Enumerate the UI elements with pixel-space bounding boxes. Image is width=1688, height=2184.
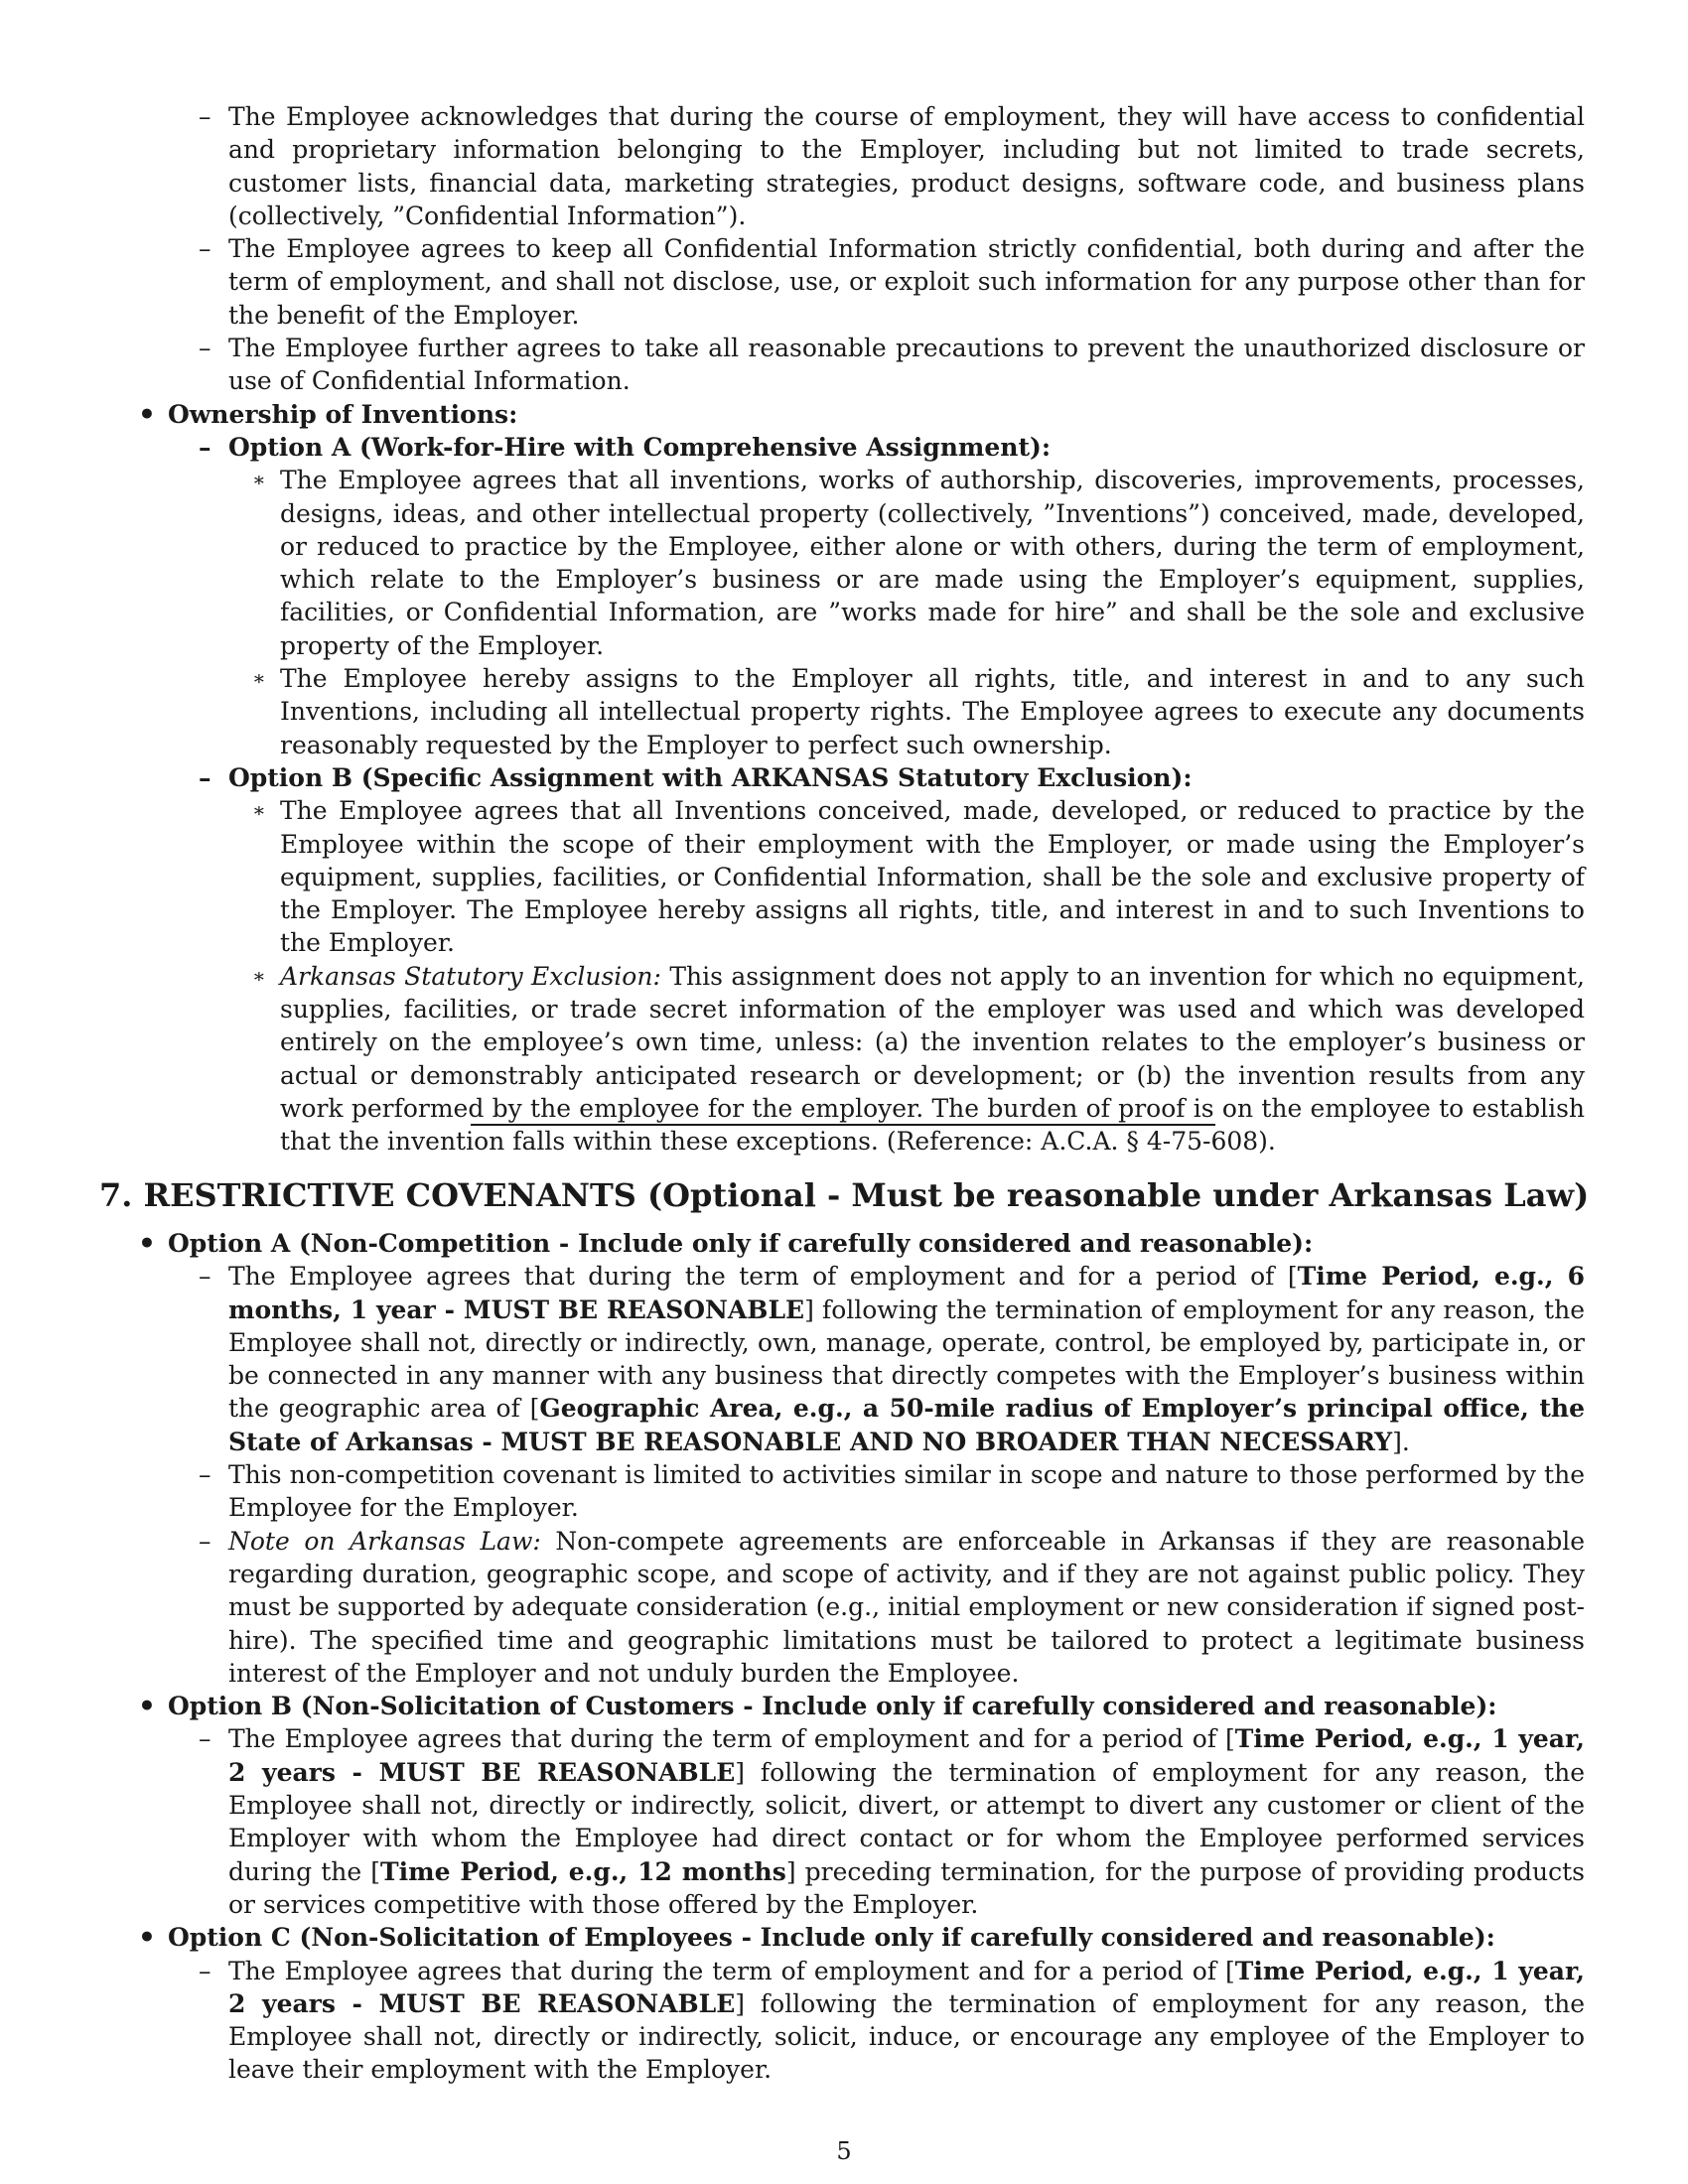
item-text: The Employee hereby assigns to the Employer all rights, title, and interest in and to any such Inventions, including all intellectual property rights. The Employee agrees to execute any documents reasonably requested by the Employer to perfect such ownership. bbox=[280, 664, 1585, 759]
item-text: The Employee agrees to keep all Confidential Information strictly confidential, both during and after the term of employment, and shall not disclose, use, or exploit such information for any purpose other than for the benefit of the Employer. bbox=[228, 234, 1585, 330]
item-text: ] preceding termination, for the purpose of providing products or services competitive with those offered by the Employer. bbox=[228, 1856, 1585, 1919]
section-divider bbox=[471, 1124, 1215, 1126]
option-a-heading bbox=[199, 431, 1585, 464]
dash-marker: – bbox=[199, 234, 211, 264]
list-item bbox=[199, 1260, 1585, 1458]
item-text: The Employee agrees that during the term of employment and for a period of [ bbox=[228, 1956, 1235, 1985]
page-number: 5 bbox=[836, 2137, 852, 2165]
item-text: ] following the termination of employment for any reason, the Employee shall not, directly or indirectly, own, manage, operate, control, be employed by, participate in, or be connected in any manner with any business that directly competes with the Employer’s business within the geographic area of [ bbox=[228, 1295, 1585, 1424]
dash-marker: – bbox=[199, 1526, 211, 1556]
heading-text: Option A (Work-for-Hire with Comprehensive Assignment): bbox=[228, 432, 1052, 462]
list-item bbox=[199, 332, 1585, 398]
item-text: ] following the termination of employment for any reason, the Employee shall not, directly or indirectly, solicit, induce, or encourage any employee of the Employer to leave their employment with the Employer. bbox=[228, 1988, 1585, 2085]
placeholder-text: Time Period, e.g., 12 months bbox=[380, 1856, 786, 1886]
list-item bbox=[252, 794, 1585, 959]
item-text: The Employee agrees that all Inventions conceived, made, developed, or reduced to practice by the Employee within the scope of their employment with the Employer, or made using the Employer’s equipment, supplies, facilities, or Confidential Information, shall be the sole and exclusive property of the Employer. The Employee hereby assigns all rights, title, and interest in and to such Inventions to the Employer. bbox=[280, 796, 1585, 958]
list-item bbox=[252, 662, 1585, 761]
item-text: The Employee further agrees to take all reasonable precautions to prevent the unauthorized disclosure or use of Confidential Information. bbox=[228, 334, 1585, 396]
list-item bbox=[252, 464, 1585, 662]
star-marker: ∗ bbox=[252, 666, 266, 691]
placeholder-text: Geographic Area, e.g., a 50-mile radius of Employer’s principal office, the State of Arkansas - MUST BE REASONABLE AND NO BROADER THAN NECESSARY bbox=[228, 1394, 1585, 1456]
heading-text: Option B (Non-Solicitation of Customers - Include only if carefully considered and reasonable): bbox=[168, 1692, 1497, 1721]
item-text: The Employee acknowledges that during the course of employment, they will have access to confidential and proprietary information belonging to the Employer, including but not limited to trade secrets, customer lists, financial data, marketing strategies, product designs, software code, and business plans (collectively, ”Confidential Information”). bbox=[228, 102, 1585, 230]
exclusion-text: This assignment does not apply to an invention for which no equipment, supplies, facilities, or trade secret information of the employer was used and which was developed entirely on the employee’s own time, unless: (a) the invention relates to the employer’s business or actual or demonstrably anticipated research or development; or (b) the invention results from any work performed by the employee for the employer. The burden of proof is on the employee to establish that the invention falls within these exceptions. (Reference: A.C.A. § 4-75-608). bbox=[280, 961, 1585, 1157]
item-text: ] following the termination of employment for any reason, the Employee shall not, directly or indirectly, solicit, divert, or attempt to divert any customer or client of the Employer with whom the Employee had direct contact or for whom the Employee performed services during the [ bbox=[228, 1757, 1585, 1886]
bullet-marker: • bbox=[138, 1227, 156, 1260]
item-text: The Employee agrees that during the term of employment and for a period of [ bbox=[228, 1262, 1298, 1292]
star-marker: ∗ bbox=[252, 798, 266, 823]
heading-text: Option B (Specific Assignment with ARKANSAS Statutory Exclusion): bbox=[228, 762, 1193, 792]
option-a-heading bbox=[138, 1227, 1585, 1260]
bullet-marker: • bbox=[138, 1921, 156, 1955]
list-item bbox=[199, 232, 1585, 332]
heading-text: Ownership of Inventions: bbox=[168, 399, 518, 429]
placeholder-text: Time Period, e.g., 1 year, 2 years - MUST BE REASONABLE bbox=[228, 1724, 1585, 1787]
dash-marker: – bbox=[199, 432, 211, 462]
star-marker: ∗ bbox=[252, 468, 266, 492]
dash-marker: – bbox=[199, 1956, 211, 1985]
placeholder-text: Time Period, e.g., 6 months, 1 year - MUST BE REASONABLE bbox=[228, 1262, 1585, 1324]
heading-text: Option A (Non-Competition - Include only if carefully considered and reasonable): bbox=[168, 1229, 1314, 1258]
dash-marker: – bbox=[199, 1460, 211, 1490]
list-item bbox=[199, 1955, 1585, 2087]
dash-marker: – bbox=[199, 1724, 211, 1754]
bullet-marker: • bbox=[138, 1690, 156, 1723]
note-text: Non-compete agreements are enforceable in Arkansas if they are reasonable regarding duration, geographic scope, and scope of activity, and if they are not against public policy. They must be supported by adequate consideration (e.g., initial employment or new consideration if signed post-hire). The specified time and geographic limitations must be tailored to protect a legitimate business interest of the Employer and not unduly burden the Employee. bbox=[228, 1526, 1586, 1688]
list-item bbox=[199, 1525, 1586, 1690]
inventions-heading bbox=[138, 397, 1585, 431]
star-marker: ∗ bbox=[252, 963, 266, 988]
exclusion-label: Arkansas Statutory Exclusion: bbox=[280, 961, 661, 991]
note-label: Note on Arkansas Law: bbox=[228, 1526, 541, 1556]
upper-content bbox=[0, 100, 1688, 1159]
dash-marker: – bbox=[199, 1262, 211, 1292]
list-item bbox=[199, 1458, 1585, 1525]
option-b-heading bbox=[138, 1690, 1585, 1723]
option-b-heading bbox=[199, 761, 1585, 794]
item-text: ]. bbox=[1392, 1427, 1410, 1456]
bullet-marker: • bbox=[138, 397, 156, 431]
dash-marker: – bbox=[199, 762, 211, 792]
list-item bbox=[199, 100, 1585, 232]
section-7-content bbox=[0, 1227, 1688, 2087]
section-7-title: 7. RESTRICTIVE COVENANTS (Optional - Must be reasonable under Arkansas Law) bbox=[99, 1176, 1590, 1214]
item-text: The Employee agrees that all inventions, works of authorship, discoveries, improvements, processes, designs, ideas, and other intellectual property (collectively, ”Inventions”) conceived, made, developed, or reduced to practice by the Employee, either alone or with others, during the term of employment, which relate to the Employer’s business or are made using the Employer’s equipment, supplies, facilities, or Confidential Information, are ”works made for hire” and shall be the sole and exclusive property of the Employer. bbox=[280, 466, 1585, 660]
placeholder-text: Time Period, e.g., 1 year, 2 years - MUST BE REASONABLE bbox=[228, 1956, 1585, 2018]
option-c-heading bbox=[138, 1921, 1585, 1955]
item-text: This non-competition covenant is limited to activities similar in scope and nature to those performed by the Employee for the Employer. bbox=[228, 1460, 1585, 1523]
dash-marker: – bbox=[199, 102, 211, 131]
list-item bbox=[252, 960, 1585, 1159]
item-text: The Employee agrees that during the term of employment and for a period of [ bbox=[228, 1724, 1235, 1754]
dash-marker: – bbox=[199, 334, 211, 363]
list-item bbox=[199, 1722, 1585, 1921]
heading-text: Option C (Non-Solicitation of Employees - Include only if carefully considered and reasonable): bbox=[168, 1923, 1495, 1953]
